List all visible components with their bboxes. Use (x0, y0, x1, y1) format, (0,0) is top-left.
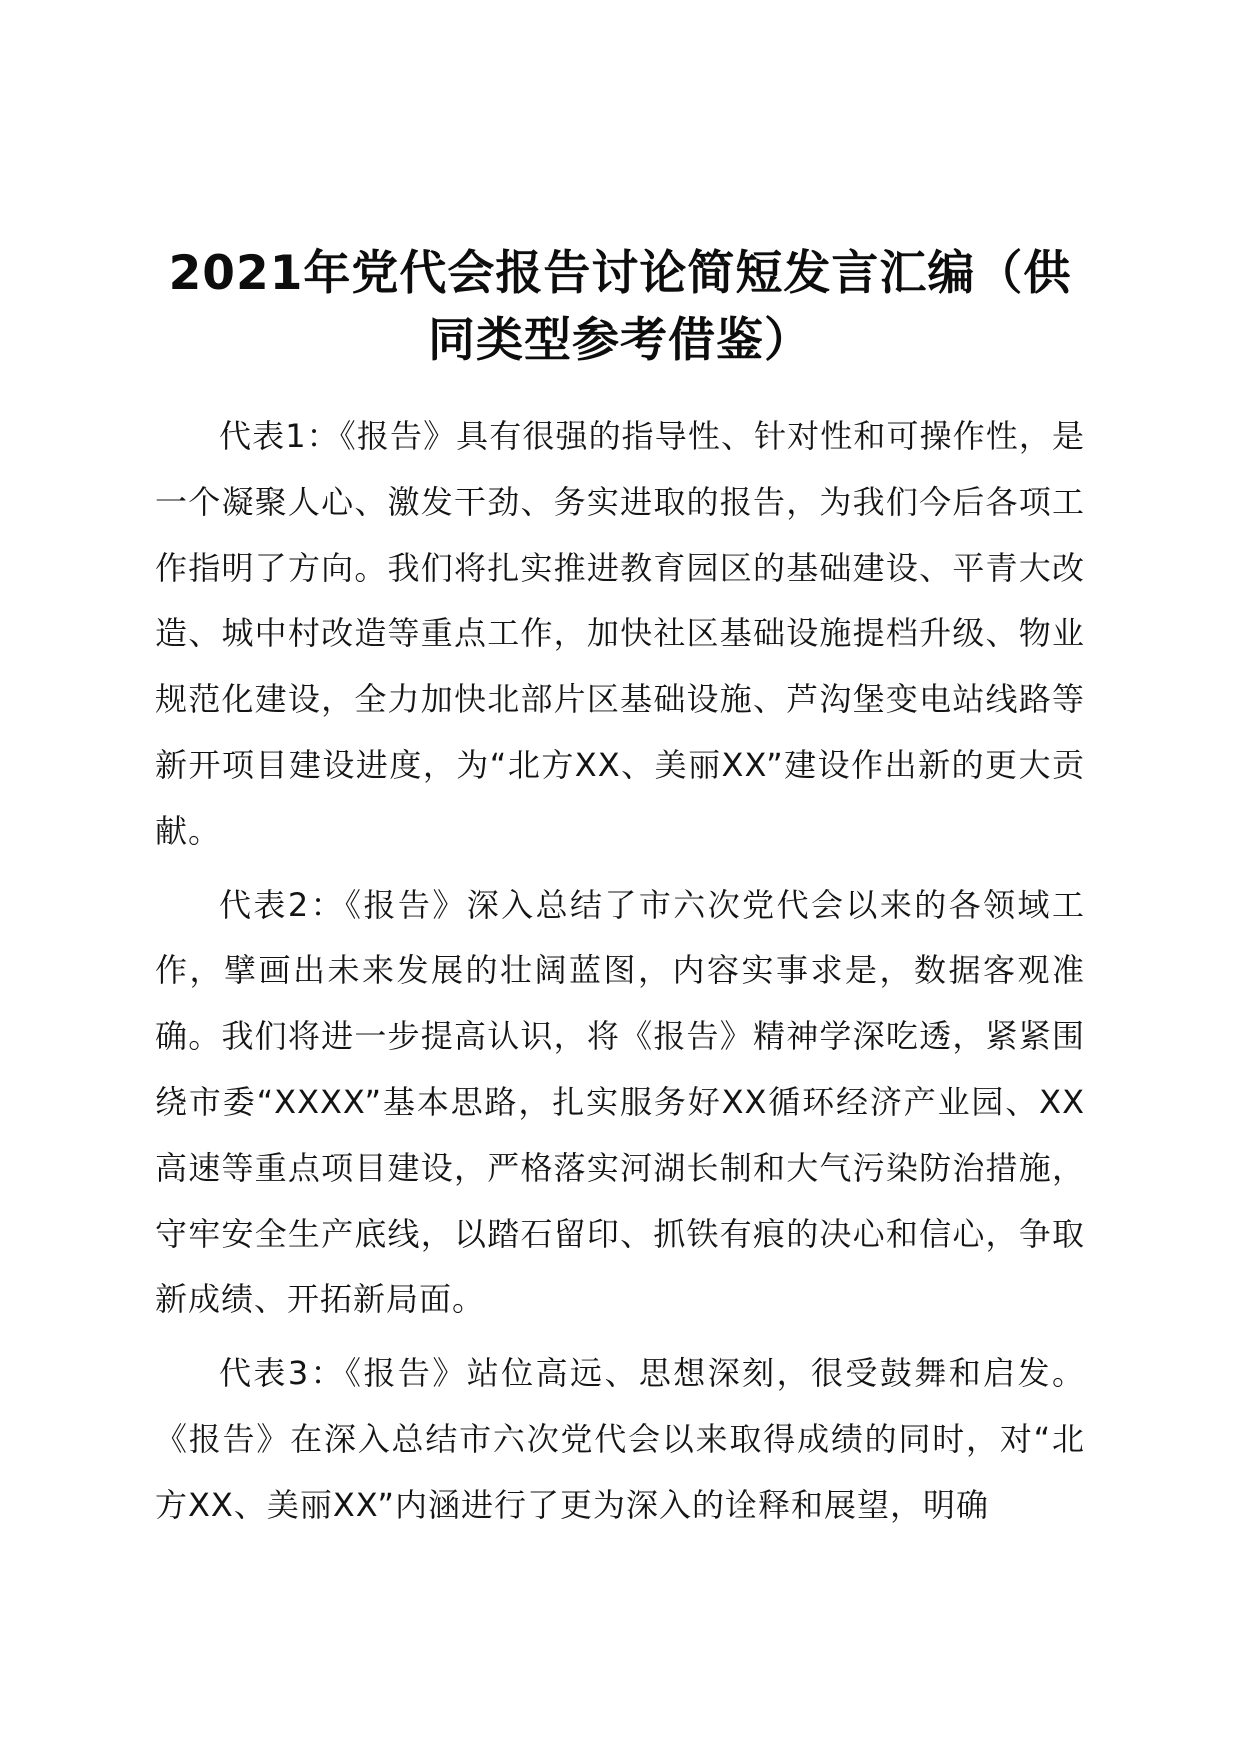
document-body (155, 404, 1085, 1547)
paragraph-delegate-2: 代表2：《报告》深入总结了市六次党代会以来的各领域工作，擘画出未来发展的壮阔蓝图，内容实事求是，数据客观准确。我们将进一步提高认识，将《报告》精神学深吃透，紧紧围绕市委“XXXX”基本思路，扎实服务好XX循环经济产业园、XX高速等重点项目建设，严格落实河湖长制和大气污染防治措施，守牢安全生产底线，以踏石留印、抓铁有痕的决心和信心，争取新成绩、开拓新局面。 (155, 885, 1085, 1319)
paragraph-delegate-3: 代表3：《报告》站位高远、思想深刻，很受鼓舞和启发。《报告》在深入总结市六次党代会以来取得成绩的同时，对“北方XX、美丽XX”内涵进行了更为深入的诠释和展望，明确 (155, 1354, 1085, 1524)
document-title: 2021年党代会报告讨论简短发言汇编（供同类型参考借鉴） (168, 246, 1072, 368)
paragraph-delegate-1: 代表1：《报告》具有很强的指导性、针对性和可操作性，是一个凝聚人心、激发干劲、务实进取的报告，为我们今后各项工作指明了方向。我们将扎实推进教育园区的基础建设、平青大改造、城中村改造等重点工作，加快社区基础设施提档升级、物业规范化建设，全力加快北部片区基础设施、芦沟堡变电站线路等新开项目建设进度，为“北方XX、美丽XX”建设作出新的更大贡献。 (155, 417, 1085, 850)
